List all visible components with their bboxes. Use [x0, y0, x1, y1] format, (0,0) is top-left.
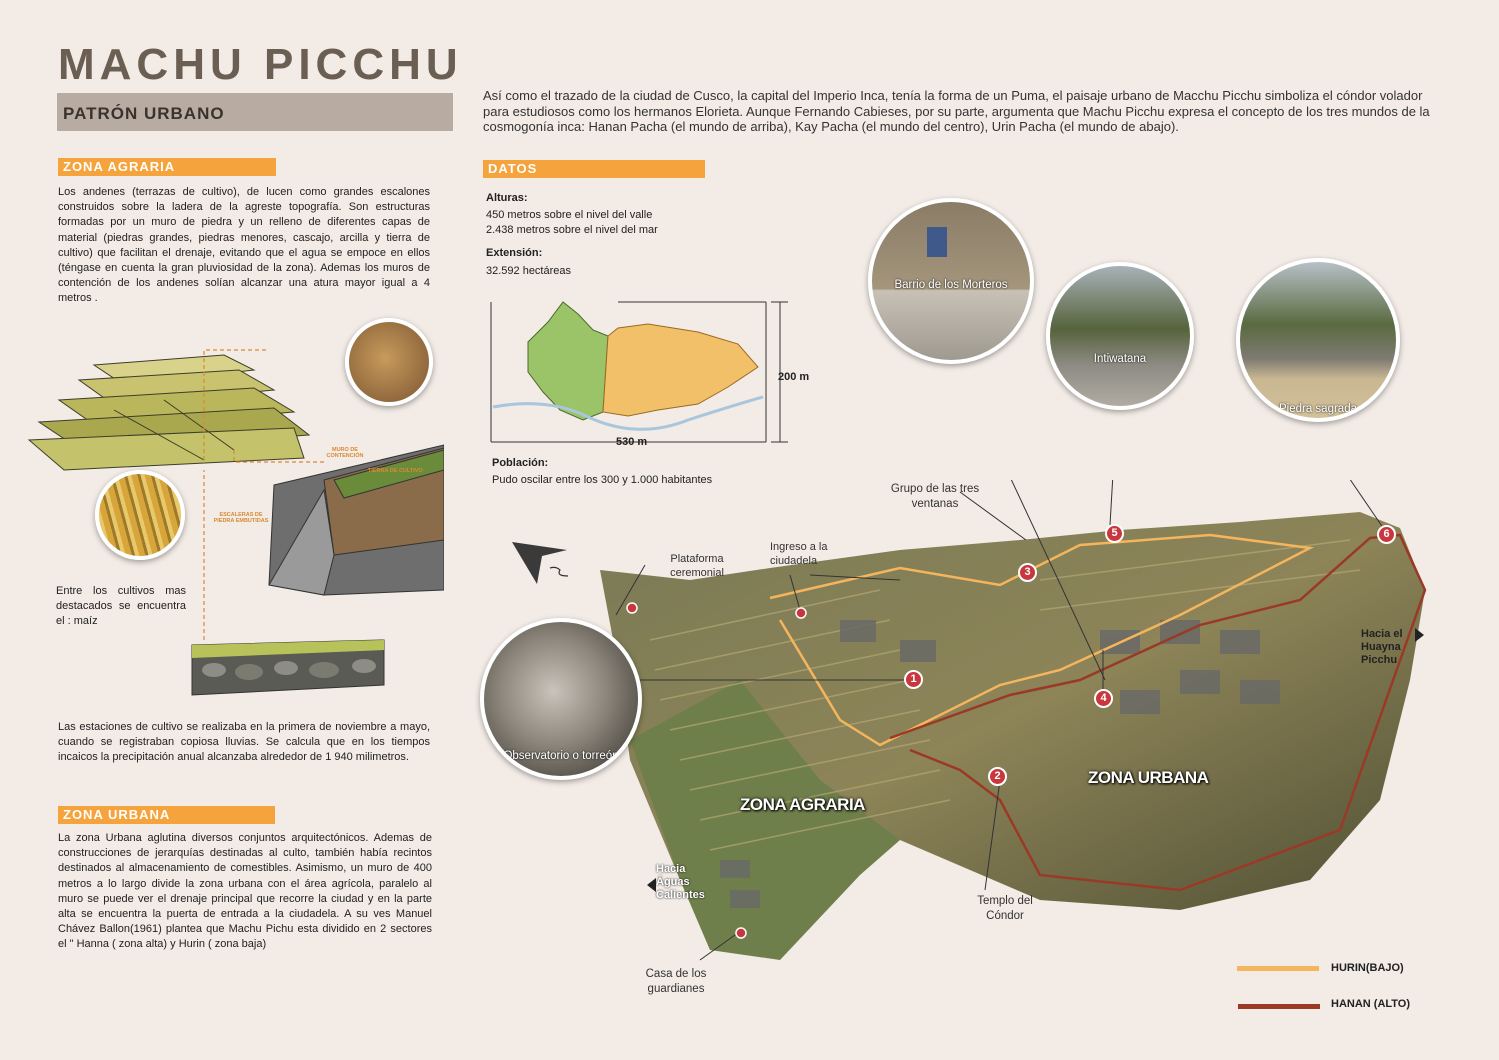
alturas-label: Alturas: — [486, 192, 528, 204]
intro-paragraph: Así como el trazado de la ciudad de Cusco, la capital del Imperio Inca, tenía la forma de un Puma, el paisaje urbano de Macchu Picchu simboliza el cóndor volador para estudiosos como los hermanos Elorieta. Aunque Fernando Cabieses, por su parte, argumenta que Machu Picchu expresa el concepto de los tres mundos de la cosmogonía inca: Hanan Pacha (el mundo de arriba), Kay Pacha (el mundo del centro), Urin Pacha (el mundo de abajo). — [483, 88, 1430, 134]
marker-1[interactable]: 1 — [904, 670, 923, 689]
plataforma-label: Plataforma ceremonial — [670, 553, 724, 579]
observatorio-caption: Observatorio o torreón — [503, 750, 619, 762]
arrow-right-icon — [1415, 628, 1424, 642]
legend-hanan-swatch — [1238, 1004, 1320, 1009]
piedra-caption: Piedra sagrada — [1279, 403, 1357, 415]
huayna-label: Hacia el Huayna Picchu — [1361, 628, 1403, 666]
stone-wall-drawing — [192, 640, 384, 695]
marker-6[interactable]: 6 — [1377, 525, 1396, 544]
marker-2[interactable]: 2 — [988, 767, 1007, 786]
maize-illustration-circle — [95, 470, 185, 560]
compass-icon — [512, 542, 568, 584]
zona-urbana-map-label: ZONA URBANA — [1088, 768, 1209, 787]
datos-heading: DATOS — [483, 160, 705, 178]
zona-urbana-text: La zona Urbana aglutina diversos conjuntos arquitectónicos. Ademas de construcciones de jerarquías destinadas al culto, también había recintos destinados al almacenamiento de comestibles. Asimismo, un muro de 400 metros a lo largo divide la zona urbana con el área agrícola, paralelo al muro se puede ver el drenaje principal que recorre la ciudad y en la parte alta se encuentra la puerta de entrada a la ciudadela. A su ves Manuel Chávez Ballon(1961) plantea que Machu Pichu esta dividido en 2 sectores el " Hanna ( zona alta) y Hurin ( zona baja) — [58, 832, 432, 951]
morteros-photo-circle — [868, 198, 1034, 364]
farmer-illustration-circle — [345, 318, 433, 406]
terraces-drawing — [29, 355, 309, 470]
zona-agraria-map-label: ZONA AGRARIA — [740, 795, 865, 814]
aguas-label: Hacia Águas Calientes — [656, 863, 705, 901]
estaciones-text: Las estaciones de cultivo se realizaba en la primera de noviembre a mayo, cuando se registraban copiosa lluvias. Se calcula que en los tiempos incaicos la precipitación anual alcanzaba alrededor de 1 940 milimetros. — [58, 721, 430, 764]
marker-3[interactable]: 3 — [1018, 563, 1037, 582]
casa-label: Casa de los guardianes — [645, 968, 707, 995]
intiwatana-photo-circle — [1046, 262, 1194, 410]
observatorio-photo-circle — [480, 618, 642, 780]
page-title: MACHU PICCHU — [58, 40, 463, 89]
poblacion-label: Población: — [492, 457, 549, 469]
alturas-mar: 2.438 metros sobre el nivel del mar — [486, 224, 658, 236]
arrow-left-icon — [647, 878, 656, 892]
zona-agraria-heading: ZONA AGRARIA — [58, 158, 276, 176]
templo-label: Templo del Cóndor — [977, 895, 1033, 922]
legend-hanan-label: HANAN (ALTO) — [1331, 998, 1411, 1010]
subtitle-bar — [57, 93, 453, 131]
extension-label: Extensión: — [486, 247, 543, 259]
ingreso-label: Ingreso a la ciudadela — [770, 541, 828, 567]
alturas-valle: 450 metros sobre el nivel del valle — [486, 209, 653, 221]
zona-urbana-heading: ZONA URBANA — [58, 806, 275, 824]
intiwatana-caption: Intiwatana — [1093, 353, 1147, 365]
legend-hurin-label: HURIN(BAJO) — [1331, 962, 1404, 974]
dim-width: 530 m — [616, 436, 648, 448]
dim-height: 200 m — [778, 371, 810, 383]
extension-value: 32.592 hectáreas — [486, 265, 572, 277]
morteros-caption: Barrio de los Morteros — [894, 279, 1008, 291]
label-muro: MURO DE CONTENCIÓN — [326, 447, 364, 459]
site-plan — [488, 292, 818, 452]
label-tierra: TIERRA DE CULTIVO — [368, 468, 423, 474]
piedra-photo-circle — [1236, 258, 1400, 422]
marker-4[interactable]: 4 — [1094, 689, 1113, 708]
zona-agraria-text: Los andenes (terrazas de cultivo), de lucen como grandes escalones construidos sobre la ladera de la agreste topografía. Son estructuras formadas por un muro de piedra y un relleno de diferentes capas de material (piedras grandes, piedras menores, cascajo, arcilla y tierra de cultivo) que facilitan el drenaje, evitando que el agua se empoce en ellos (téngase en cuenta la gran pluviosidad de la zona). Ademas los muros de contención de los andenes solían alcanzar una atura mayor igual a 4 metros . — [58, 186, 430, 305]
label-escaleras: ESCALERAS DE PIEDRA EMBUTIDAS — [213, 512, 269, 524]
legend-hurin-swatch — [1237, 966, 1319, 971]
cultivos-text: Entre los cultivos mas destacados se encuentra el : maíz — [56, 585, 186, 628]
grupo-label: Grupo de las tres ventanas — [890, 483, 980, 510]
marker-5[interactable]: 5 — [1105, 524, 1124, 543]
poblacion-value: Pudo oscilar entre los 300 y 1.000 habitantes — [492, 474, 713, 486]
page-subtitle: PATRÓN URBANO — [63, 104, 225, 123]
